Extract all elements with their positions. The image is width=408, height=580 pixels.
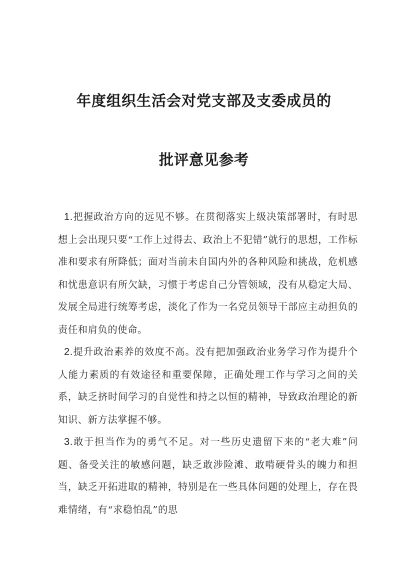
- criticism-item-1: [58, 207, 358, 342]
- item-text: 提升政治素养的效度不高。没有把加强政治业务学习作为提升个人能力素质的有效途径和重要保障，正确处理工作与学习之间的关系，缺乏挤时间学习的自觉性和持之以恒的精神，导致政治理论的新知识、新方法掌握不够。: [58, 347, 358, 426]
- document-title-line-2: 批评意见参考: [159, 153, 249, 169]
- item-number: 3.: [64, 437, 74, 448]
- document-title-line-1: 年度组织生活会对党支部及支委成员的: [76, 94, 332, 110]
- criticism-item-2: [58, 342, 358, 432]
- item-text: 敢于担当作为的勇气不足。对一些历史遗留下来的“老大难”问题、备受关注的敏感问题，缺乏敢涉险滩、敢啃硬骨头的魄力和担当，缺乏开拓进取的精神，特别是在一些具体问题的处理上，存在畏难情绪，有“求稳怕乱”的思: [58, 437, 358, 516]
- item-number: 1.: [64, 212, 74, 223]
- item-number: 2.: [64, 347, 74, 358]
- criticism-item-3: [58, 432, 358, 522]
- document-body: [58, 207, 358, 522]
- item-text: 把握政治方向的远见不够。在贯彻落实上级决策部署时，有时思想上会出现只要“工作上过得去、政治上不犯错”就行的思想，工作标准和要求有所降低；面对当前未自国内外的各种风险和挑战，危机感和忧患意识有所欠缺，习惯于考虑自己分管领域，没有从稳定大局、发展全局进行统筹考虑，淡化了作为一名党员领导干部应主动担负的责任和肩负的使命。: [58, 212, 358, 336]
